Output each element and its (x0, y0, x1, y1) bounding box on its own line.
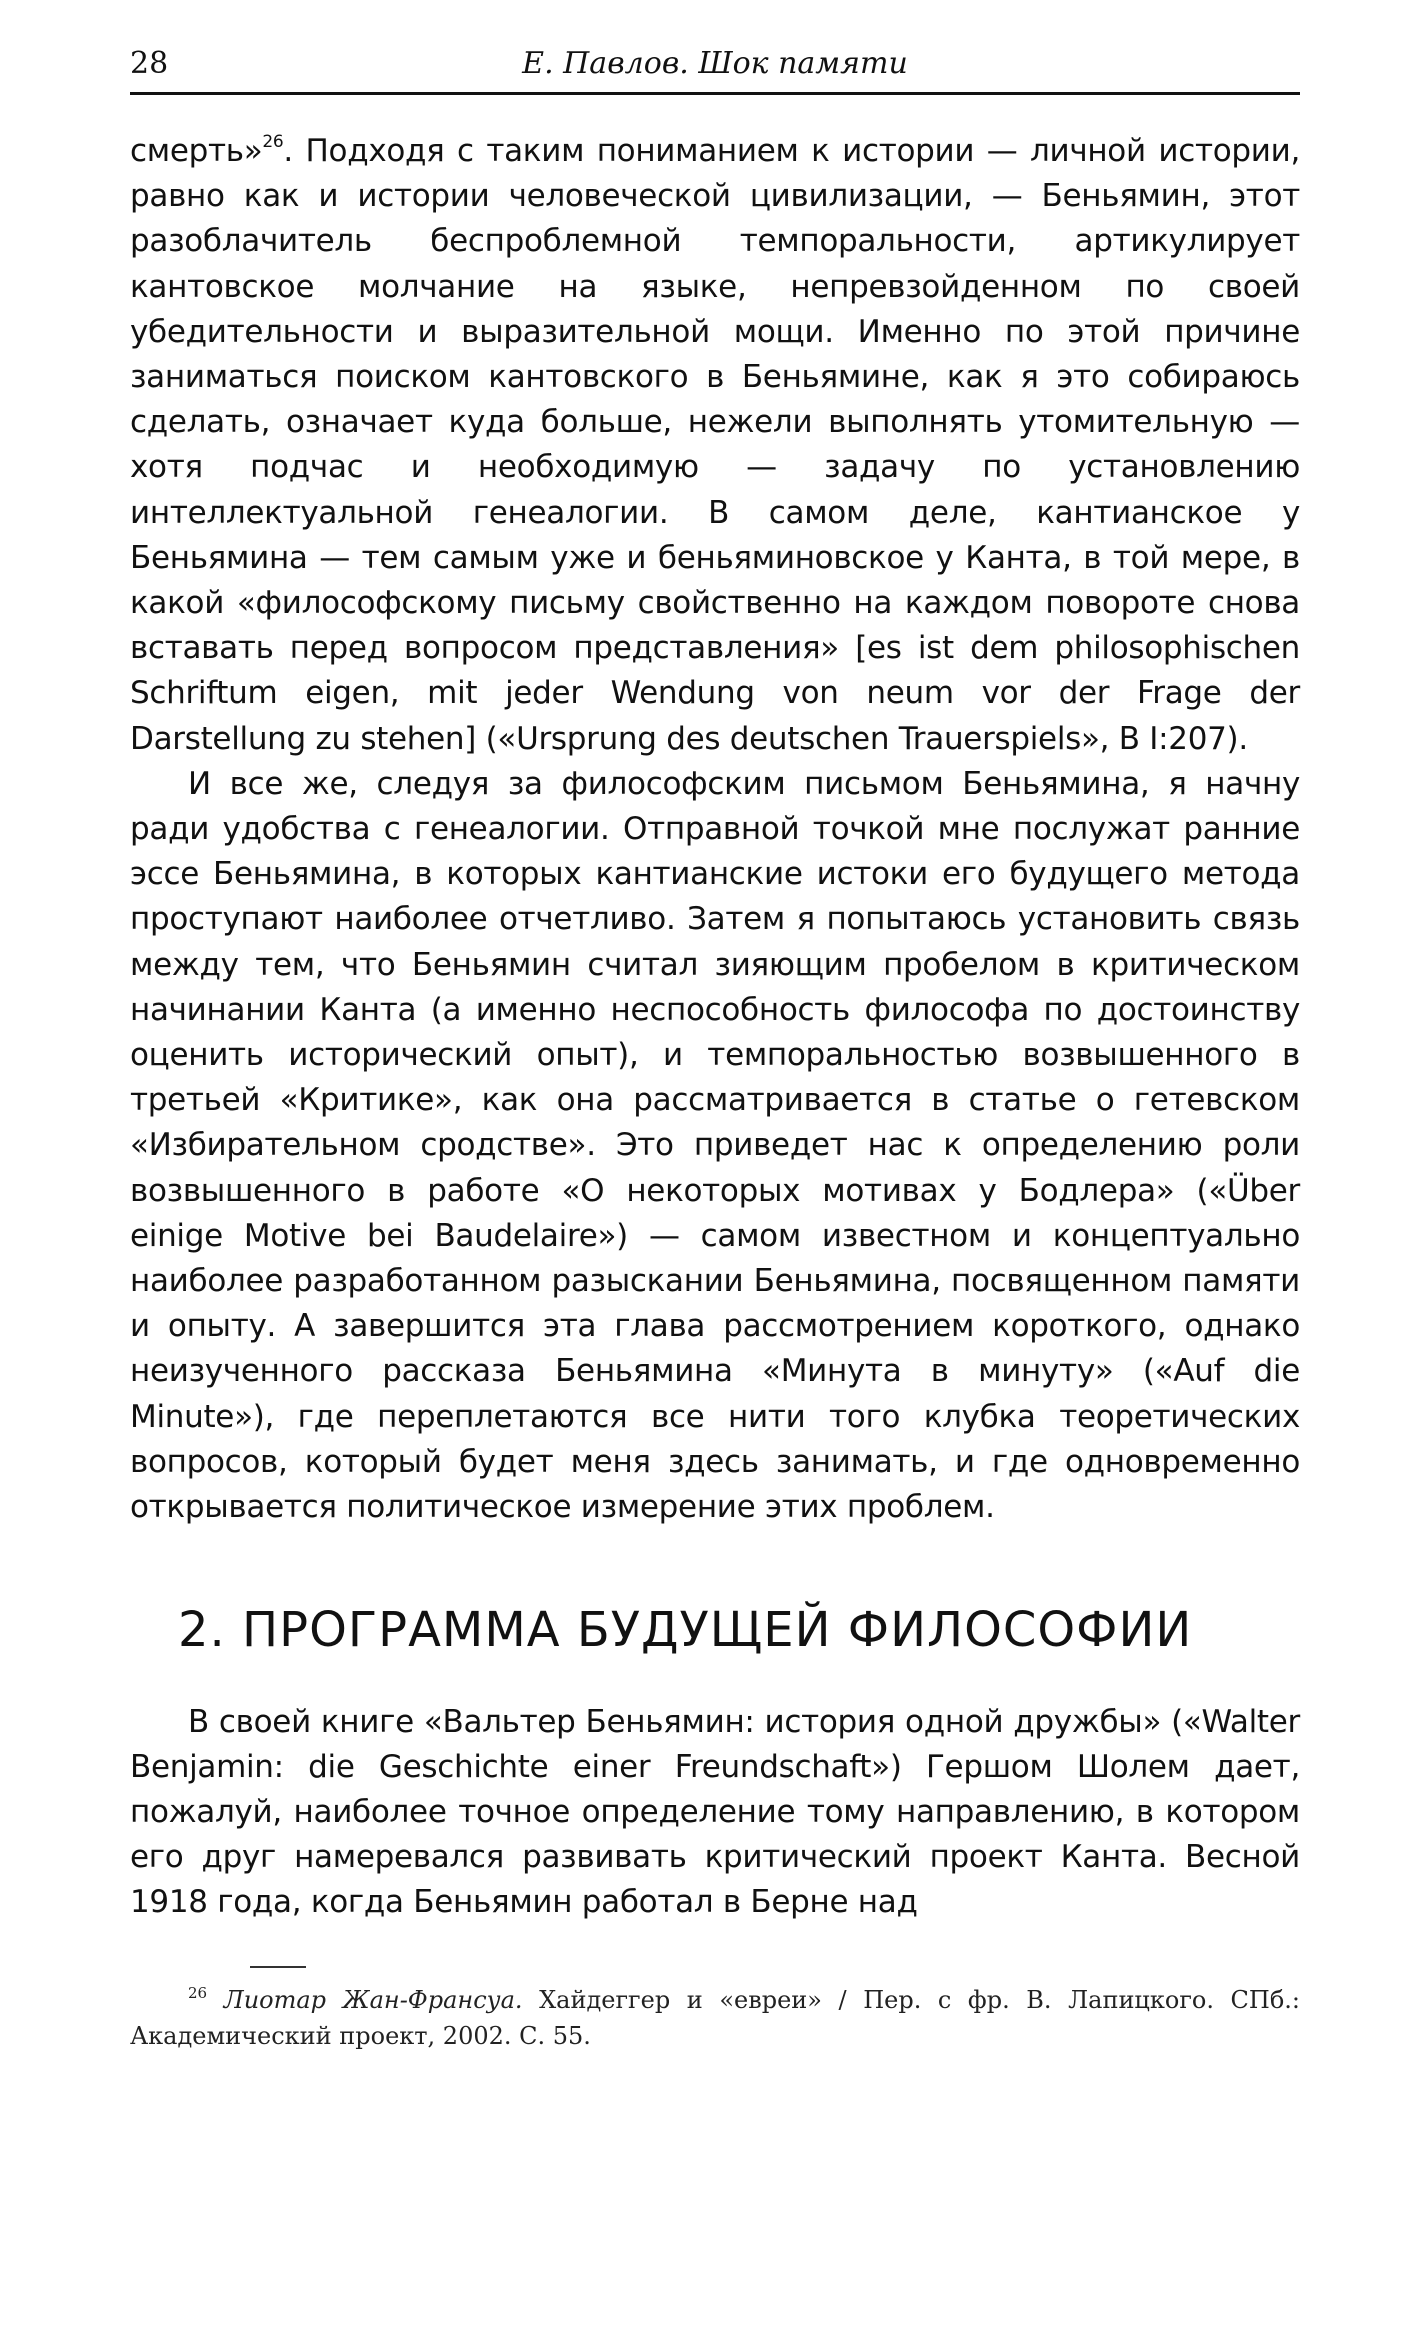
footnote-ref[interactable]: 26 (262, 132, 284, 152)
page-number: 28 (130, 46, 169, 81)
footnote-text: Хайдеггер и «евреи» / Пер. с фр. В. Лапицкого. СПб.: Академический проект, 2002. С. 55. (130, 1985, 1300, 2050)
paragraph-1-start: смерть» (130, 133, 263, 169)
footnote (130, 1982, 1300, 2054)
footnote-author: Лиотар Жан-Франсуа. (223, 1985, 523, 2014)
paragraph-2: И все же, следуя за философским письмом Беньямина, я начну ради удобства с генеалогии. Отправной точкой мне послужат ранние эссе Беньямина, в которых кантианские истоки его будущего метода проступают наиболее отчетливо. Затем я попытаюсь установить связь между тем, что Беньямин считал зияющим пробелом в критическом начинании Канта (а именно неспособность философа по достоинству оценить исторический опыт), и темпоральностью возвышенного в третьей «Критике», как она рассматривается в статье о гетевском «Избирательном сродстве». Это приведет нас к определению роли возвышенного в работе «О некоторых мотивах у Бодлера» («Über einige Motive bei Baudelaire») — самом известном и концептуально наиболее разработанном разыскании Беньямина, посвященном памяти и опыту. А завершится эта глава рассмотрением короткого, однако неизученного рассказа Беньямина «Минута в минуту» («Auf die Minute»), где переплетаются все нити того клубка теоретических вопросов, который будет меня здесь занимать, и где одновременно открывается политическое измерение этих проблем. (130, 765, 1300, 1526)
running-head (130, 40, 1300, 95)
paragraph-1 (130, 129, 1300, 762)
section-heading: 2. ПРОГРАММА БУДУЩЕЙ ФИЛОСОФИИ (178, 1602, 1193, 1659)
section-paragraph: В своей книге «Вальтер Беньямин: история одной дружбы» («Walter Benjamin: die Geschichte einer Freundschaft») Гершом Шолем дает, пожалуй, наиболее точное определение тому направлению, в котором его друг намеревался развивать критический проект Канта. Весной 1918 года, когда Беньямин работал в Берне над (130, 1703, 1300, 1921)
footnote-mark: 26 (188, 1983, 208, 2002)
body-text (130, 129, 1300, 1926)
paragraph-1-rest: . Подходя с таким пониманием к истории — личной истории, равно как и истории человеческой цивилизации, — Беньямин, этот разоблачитель беспроблемной темпоральности, артикулирует кантовское молчание на языке, непревзойденном по своей убедительности и выразительной мощи. Именно по этой причине заниматься поиском кантовского в Беньямине, как я это собираюсь сделать, означает куда больше, нежели выполнять утомительную — хотя подчас и необходимую — задачу по установлению интеллектуальной генеалогии. В самом деле, кантианское у Беньямина — тем самым уже и беньяминовское у Канта, в той мере, в какой «философскому письму свойственно на каждом повороте снова вставать перед вопросом представления» [es ist dem philosophischen Schriftum eigen, mit jeder Wendung von neum vor der Frage der Darstellung zu stehen] («Ursprung des deutschen Trauerspiels», B I:207). (130, 133, 1300, 757)
running-title: Е. Павлов. Шок памяти (522, 46, 908, 81)
footnote-divider (250, 1966, 306, 1968)
book-page (130, 40, 1300, 2054)
